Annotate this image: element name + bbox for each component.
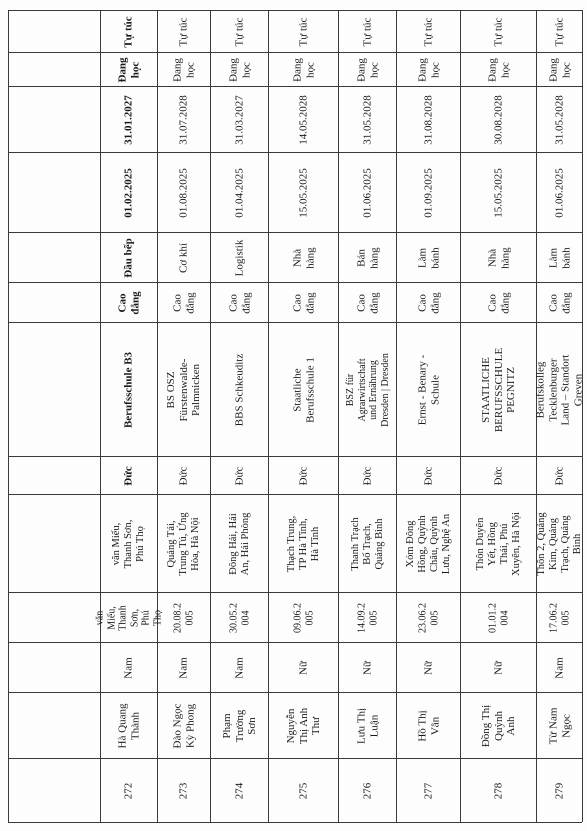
cell-address <box>461 495 536 592</box>
cell-text: 01.06.2025 <box>553 167 566 218</box>
cell-text: Nữ <box>297 660 310 675</box>
cell-text: Cơ khí <box>177 242 190 273</box>
cell-text: Cao đẳng <box>226 291 252 314</box>
cell-funding <box>537 11 582 52</box>
cell-end <box>211 87 268 152</box>
cell-name <box>158 693 210 758</box>
cell-text: BS OSZ Fürstenwalde- Palmnicken <box>165 358 203 421</box>
cell-text: 276 <box>361 782 374 799</box>
cell-gender <box>158 643 210 692</box>
cell-text: 31.01.2027 <box>122 94 135 145</box>
cell-start <box>339 153 396 232</box>
cell-end <box>339 87 396 152</box>
cell-dob <box>158 593 210 642</box>
cell-level <box>397 283 460 322</box>
cell-text: Cao đẳng <box>290 291 316 314</box>
cell-name <box>397 693 460 758</box>
cell-stt <box>211 759 268 822</box>
cell-text: 01.08.2025 <box>177 167 190 218</box>
cell-start <box>269 153 338 232</box>
cell-text: Nhà hàng <box>290 246 316 269</box>
cell-text: Thạch Trung, TP Hà Tĩnh, Hà Tĩnh <box>285 515 321 572</box>
cell-funding <box>339 11 396 52</box>
cell-start <box>461 153 536 232</box>
cell-text: 23.06.2 005 <box>417 602 440 633</box>
cell-text: Logistik <box>233 239 246 276</box>
cell-text: Tự túc <box>492 17 505 46</box>
cell-text: Đức <box>492 466 505 485</box>
cell-major <box>269 233 338 282</box>
cell-text: 31.08.2028 <box>422 94 435 145</box>
cell-status <box>461 53 536 86</box>
cell-stt <box>397 759 460 822</box>
cell-text: Đức <box>122 465 135 486</box>
cell-text: Đang học <box>354 57 380 82</box>
cell-text: Cao đẳng <box>354 291 380 314</box>
cell-text: văn Miếu, Thanh Sơn, Phú Thọ <box>110 519 147 568</box>
cell-text: Cao đẳng <box>116 290 141 315</box>
cell-text: Nữ <box>422 660 435 675</box>
cell-text: Nam <box>233 656 246 679</box>
cell-end <box>397 87 460 152</box>
cell-text: Thôn 2, Quảng Kim, Quảng Trạch, Quảng Bình <box>535 511 583 576</box>
cell-name <box>339 693 396 758</box>
cell-dob <box>461 593 536 642</box>
cell-gender <box>339 643 396 692</box>
cell-dob <box>94 593 163 642</box>
cell-status <box>397 53 460 86</box>
cell-text: Đầu bếp <box>122 237 135 278</box>
cell-name <box>537 693 582 758</box>
cell-text: Đức <box>553 466 566 485</box>
cell-text: Đức <box>297 466 310 485</box>
cell-text: Làm bánh <box>546 246 572 269</box>
cell-level <box>211 283 268 322</box>
cell-text: Cao đẳng <box>546 291 572 314</box>
cell-dob <box>397 593 460 642</box>
cell-text: Nam <box>177 656 190 679</box>
cell-text: 275 <box>297 782 310 799</box>
cell-address <box>211 495 268 592</box>
cell-school <box>211 323 268 456</box>
cell-text: 01.01.2 004 <box>487 602 510 633</box>
cell-text: Nhà hàng <box>485 246 511 269</box>
cell-dob <box>211 593 268 642</box>
cell-level <box>269 283 338 322</box>
cell-text: Cao đẳng <box>171 291 196 314</box>
cell-text: Đang học <box>546 57 572 82</box>
cell-text: 272 <box>122 782 135 799</box>
cell-text: 274 <box>233 782 246 799</box>
cell-text: Hồ Thị Vân <box>415 709 441 742</box>
cell-school <box>269 323 338 456</box>
cell-stt <box>537 759 582 822</box>
cell-text: Đức <box>422 466 435 485</box>
cell-gender <box>269 643 338 692</box>
cell-school <box>534 323 585 456</box>
cell-end <box>537 87 582 152</box>
cell-gender <box>461 643 536 692</box>
cell-text: Bán hàng <box>354 246 380 269</box>
cell-text: Đang học <box>226 57 252 82</box>
cell-major <box>537 233 582 282</box>
cell-start <box>397 153 460 232</box>
cell-dob <box>339 593 396 642</box>
cell-end <box>101 87 157 152</box>
cell-gender <box>211 643 268 692</box>
cell-stt <box>101 759 157 822</box>
cell-school <box>158 323 210 456</box>
cell-text: Tự túc <box>422 17 435 46</box>
cell-text: văn Miếu, Thanh Sơn, Phú Thọ <box>94 604 163 631</box>
cell-text: 17.06.2 005 <box>548 602 571 633</box>
cell-text: Tự túc <box>361 17 374 46</box>
cell-country <box>211 457 268 494</box>
cell-status <box>537 53 582 86</box>
cell-text: Đông Hải, Hải An, Hải Phòng <box>227 512 251 575</box>
cell-text: Phạm Trường Sơn <box>220 709 258 742</box>
cell-text: Berufsschule B3 <box>122 351 135 428</box>
cell-end <box>269 87 338 152</box>
cell-country <box>269 457 338 494</box>
grid-line <box>8 10 9 822</box>
cell-text: Ernst - Benary - Schule <box>415 354 441 425</box>
cell-text: Đang học <box>171 57 196 82</box>
cell-text: Nam <box>553 656 566 679</box>
cell-status <box>158 53 210 86</box>
cell-text: 279 <box>553 782 566 799</box>
cell-text: 15.05.2025 <box>492 167 505 218</box>
cell-country <box>461 457 536 494</box>
cell-start <box>158 153 210 232</box>
cell-country <box>397 457 460 494</box>
cell-text: 30.05.2 004 <box>228 602 251 633</box>
cell-gender <box>101 643 157 692</box>
cell-text: Đang học <box>290 57 316 82</box>
cell-funding <box>158 11 210 52</box>
cell-major <box>211 233 268 282</box>
cell-text: Đang học <box>485 57 511 82</box>
cell-text: 15.05.2025 <box>297 167 310 218</box>
cell-text: Tự túc <box>122 15 135 48</box>
cell-dob <box>269 593 338 642</box>
cell-address <box>269 495 338 592</box>
cell-text: 31.05.2028 <box>361 94 374 145</box>
cell-text: 30.08.2028 <box>492 94 505 145</box>
cell-text: BSZ für Agrarwirtschaft und Ernährung Dresden | Dresden <box>344 352 390 427</box>
cell-level <box>339 283 396 322</box>
cell-end <box>461 87 536 152</box>
cell-text: Tự túc <box>233 17 246 46</box>
cell-country <box>101 457 157 494</box>
cell-stt <box>158 759 210 822</box>
cell-text: 01.02.2025 <box>122 167 135 218</box>
cell-text: Cao đẳng <box>415 291 441 314</box>
cell-text: Tự túc <box>297 17 310 46</box>
cell-major <box>339 233 396 282</box>
cell-funding <box>269 11 338 52</box>
grid-line <box>8 822 582 823</box>
cell-text: Quảng Tái, Trung Tú, Ứng Hòa, Hà Nội <box>165 511 202 576</box>
cell-name <box>211 693 268 758</box>
cell-address <box>397 495 460 592</box>
cell-start <box>537 153 582 232</box>
cell-text: Đào Ngọc Kỳ Phong <box>171 703 196 748</box>
cell-start <box>101 153 157 232</box>
cell-level <box>461 283 536 322</box>
cell-address <box>339 495 396 592</box>
cell-funding <box>461 11 536 52</box>
cell-funding <box>101 11 157 52</box>
cell-text: Xóm Đông Hồng, Quỳnh Châu, Quỳnh Lưu, Nghệ An <box>404 513 452 574</box>
cell-text: Tự túc <box>177 17 190 46</box>
cell-gender <box>537 643 582 692</box>
cell-status <box>339 53 396 86</box>
cell-stt <box>461 759 536 822</box>
cell-status <box>101 53 157 86</box>
cell-text: Nữ <box>361 660 374 675</box>
cell-name <box>101 693 157 758</box>
cell-address <box>158 495 210 592</box>
cell-text: Thanh Trạch Bố Trạch, Quảng Bình <box>349 516 385 571</box>
cell-text: 14.05.2028 <box>297 94 310 145</box>
cell-text: Từ Nam Ngọc <box>546 707 572 744</box>
cell-status <box>269 53 338 86</box>
cell-school <box>339 323 396 456</box>
cell-end <box>158 87 210 152</box>
cell-gender <box>397 643 460 692</box>
cell-start <box>211 153 268 232</box>
cell-text: Tự túc <box>553 17 566 46</box>
cell-major <box>461 233 536 282</box>
cell-text: 277 <box>422 782 435 799</box>
cell-text: 31.03.2027 <box>233 94 246 145</box>
cell-address <box>101 495 157 592</box>
cell-text: STAATLICHE BERUFSSCHULE PEGNITZ <box>479 347 517 432</box>
cell-funding <box>211 11 268 52</box>
cell-text: BBS Schkeuditz <box>233 353 246 426</box>
cell-level <box>537 283 582 322</box>
cell-text: 20.08.2 005 <box>172 602 195 633</box>
cell-stt <box>339 759 396 822</box>
cell-name <box>269 693 338 758</box>
cell-text: 31.05.2028 <box>553 94 566 145</box>
cell-school <box>397 323 460 456</box>
cell-dob <box>537 593 582 642</box>
cell-level <box>158 283 210 322</box>
cell-text: Thôn Duyên Yết, Hồng Thái, Phú Xuyên, Hà Nội <box>474 511 522 576</box>
cell-text: 09.06.2 005 <box>292 602 315 633</box>
cell-name <box>461 693 536 758</box>
cell-text: Đức <box>177 466 190 485</box>
cell-text: Staatliche Berufsschule 1 <box>290 356 316 423</box>
cell-text: 273 <box>177 782 190 799</box>
cell-text: 01.06.2025 <box>361 167 374 218</box>
cell-text: Đồng Thị Quỳnh Anh <box>479 704 517 747</box>
cell-text: 01.09.2025 <box>422 167 435 218</box>
cell-major <box>101 233 157 282</box>
cell-major <box>158 233 210 282</box>
cell-country <box>339 457 396 494</box>
cell-stt <box>269 759 338 822</box>
cell-school <box>461 323 536 456</box>
cell-text: Lưu Thị Luận <box>354 707 380 744</box>
cell-country <box>158 457 210 494</box>
cell-text: Nguyễn Thị Anh Thư <box>284 707 322 744</box>
cell-text: Nam <box>122 656 135 679</box>
cell-text: Đức <box>233 466 246 485</box>
cell-text: Cao đẳng <box>485 291 511 314</box>
cell-school <box>101 323 157 456</box>
cell-level <box>101 283 157 322</box>
cell-status <box>211 53 268 86</box>
cell-major <box>397 233 460 282</box>
cell-text: Đức <box>361 466 374 485</box>
cell-text: Nữ <box>492 660 505 675</box>
cell-funding <box>397 11 460 52</box>
cell-text: Làm bánh <box>415 246 441 269</box>
cell-address <box>537 495 582 592</box>
cell-text: Đang học <box>116 56 141 83</box>
cell-text: 278 <box>492 782 505 799</box>
cell-text: 14.09.2 005 <box>356 602 379 633</box>
cell-country <box>537 457 582 494</box>
cell-text: 01.04.2025 <box>233 167 246 218</box>
cell-text: Hà Quang Thành <box>116 703 141 748</box>
cell-text: Đang học <box>415 57 441 82</box>
cell-text: 31.07.2028 <box>177 94 190 145</box>
cell-text: Berufskolleg Tecklenburger Land – Standort Greven <box>534 354 585 425</box>
